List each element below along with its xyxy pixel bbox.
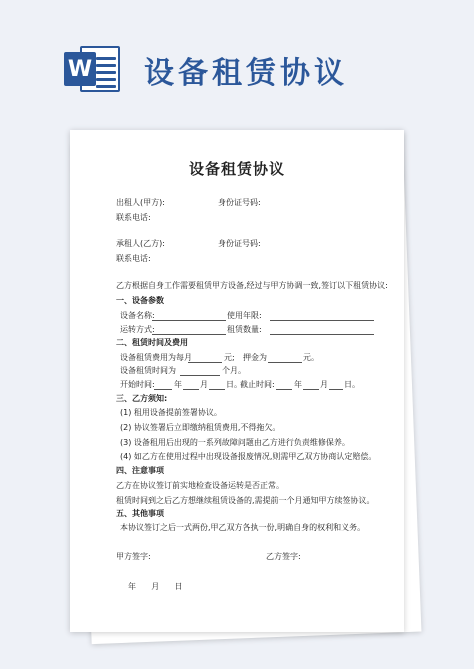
start-label: 开始时间:: [120, 380, 155, 389]
section5-heading: 五、其他事项: [116, 509, 164, 518]
years-label: 使用年限:: [227, 311, 262, 320]
lessor-phone-label: 联系电话:: [116, 213, 151, 222]
notice-item: (1) 租用设备提前签署协议。: [120, 408, 222, 417]
period-prefix: 设备租赁时间为: [120, 366, 176, 375]
lessee-label: 承租人(乙方):: [116, 239, 165, 248]
other-matters-text: 本协议签订之后一式两份,甲乙双方各执一份,明确自身的权利和义务。: [120, 523, 366, 532]
device-name-line: [152, 320, 226, 321]
device-name-label: 设备名称:: [120, 311, 155, 320]
end-year: 年: [294, 380, 302, 389]
lessee-signature-label: 乙方签字:: [266, 552, 301, 561]
end-month: 月: [320, 380, 328, 389]
end-label: 截止时间:: [240, 380, 275, 389]
deposit-unit: 元。: [303, 353, 319, 362]
signature-date: 年 月 日: [128, 582, 183, 591]
period-line: [180, 375, 220, 376]
deposit-line: [268, 362, 302, 363]
intro-text: 乙方根据自身工作需要租赁甲方设备,经过与甲方协调一致,签订以下租赁协议:: [116, 281, 388, 290]
start-day-line: [209, 389, 225, 390]
attention-line: 乙方在协议签订前实地检查设备运转是否正常。: [116, 481, 284, 490]
word-badge: W: [64, 52, 96, 86]
notice-item: (4) 如乙方在使用过程中出现设备报废情况,则需甲乙双方协商认定赔偿。: [120, 452, 377, 461]
lessor-label: 出租人(甲方):: [116, 198, 165, 207]
end-day-line: [329, 389, 343, 390]
doc-title: 设备租赁协议: [188, 160, 285, 178]
lessor-signature-label: 甲方签字:: [116, 552, 151, 561]
fee-line: [188, 362, 222, 363]
end-year-line: [276, 389, 292, 390]
section2-heading: 二、租赁时间及费用: [116, 338, 188, 347]
word-icon: [64, 44, 122, 94]
qty-label: 租赁数量:: [227, 325, 262, 334]
end-month-line: [303, 389, 319, 390]
start-month-line: [183, 389, 199, 390]
qty-line: [270, 334, 374, 335]
lessee-id-label: 身份证号码:: [218, 239, 261, 248]
years-line: [270, 320, 374, 321]
fee-unit: 元;: [224, 353, 235, 362]
notice-item: (3) 设备租用后出现的一系列故障问题由乙方进行负责维修保养。: [120, 438, 350, 447]
start-day: 日。: [226, 380, 242, 389]
period-unit: 个月。: [222, 366, 246, 375]
document-page: [70, 130, 404, 632]
attention-line: 租赁时间到之后乙方想继续租赁设备的,需提前一个月通知甲方续签协议。: [116, 496, 375, 505]
lessee-phone-label: 联系电话:: [116, 254, 151, 263]
section4-heading: 四、注意事项: [116, 466, 164, 475]
notice-item: (2) 协议签署后立即缴纳租赁费用,不得拖欠。: [120, 423, 281, 432]
transport-label: 运转方式:: [120, 325, 155, 334]
transport-line: [152, 334, 226, 335]
banner: [0, 0, 474, 118]
section1-heading: 一、设备参数: [116, 296, 164, 305]
start-year-line: [154, 389, 172, 390]
start-month: 月: [200, 380, 208, 389]
lessor-id-label: 身份证号码:: [218, 198, 261, 207]
deposit-label: 押金为: [243, 353, 267, 362]
fee-prefix: 设备租赁费用为每月: [120, 353, 192, 362]
start-year: 年: [174, 380, 182, 389]
banner-title: 设备租赁协议: [144, 56, 348, 91]
end-day: 日。: [344, 380, 360, 389]
section3-heading: 三、乙方须知:: [116, 394, 168, 403]
